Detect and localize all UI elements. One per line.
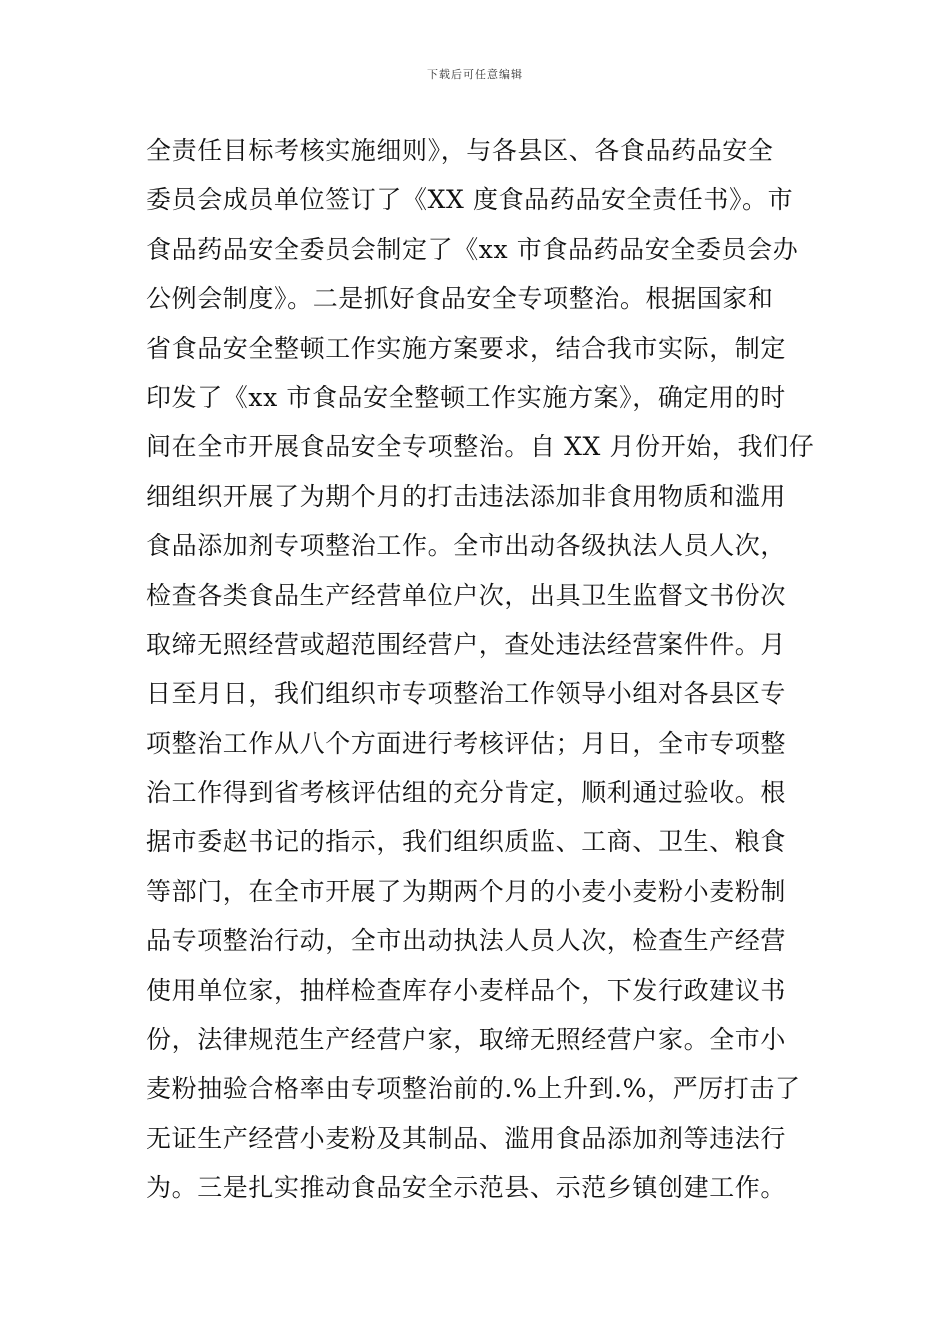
text-line: 食品药品安全委员会制定了《xx 市食品药品安全委员会办	[146, 234, 799, 264]
text-line: 全责任目标考核实施细则》，与各县区、各食品药品安全	[146, 136, 774, 165]
text-line: 食品添加剂专项整治工作。全市出动各级执法人员人次，	[146, 531, 787, 561]
text-line: 省食品安全整顿工作实施方案要求，结合我市实际，制定	[146, 333, 787, 363]
text-line: 份，法律规范生产经营户家，取缔无照经营户家。全市小	[146, 1025, 787, 1055]
text-line: 检查各类食品生产经营单位户次，出具卫生监督文书份次	[146, 580, 787, 610]
text-line: 印发了《xx 市食品安全整顿工作实施方案》，确定用的时	[146, 382, 786, 412]
text-line: 日至月日，我们组织市专项整治工作领导小组对各县区专	[146, 679, 787, 709]
text-line: 为。三是扎实推动食品安全示范县、示范乡镇创建工作。	[146, 1173, 787, 1203]
text-line: 委员会成员单位签订了《XX 度食品药品安全责任书》。市	[146, 185, 794, 215]
header-note: 下载后可任意编辑	[427, 68, 523, 81]
text-line: 项整治工作从八个方面进行考核评估；月日，全市专项整	[146, 728, 787, 758]
text-line: 治工作得到省考核评估组的充分肯定，顺利通过验收。根	[146, 778, 787, 808]
text-line: 等部门，在全市开展了为期两个月的小麦小麦粉小麦粉制	[146, 876, 787, 906]
text-line: 无证生产经营小麦粉及其制品、滥用食品添加剂等违法行	[146, 1123, 787, 1153]
text-line: 使用单位家，抽样检查库存小麦样品个，下发行政建议书	[146, 975, 787, 1005]
text-line: 品专项整治行动，全市出动执法人员人次，检查生产经营	[146, 926, 787, 956]
text-line: 公例会制度》。二是抓好食品安全专项整治。根据国家和	[146, 284, 774, 314]
text-line: 麦粉抽验合格率由专项整治前的.%上升到.%，严厉打击了	[146, 1074, 801, 1104]
text-line: 据市委赵书记的指示，我们组织质监、工商、卫生、粮食	[146, 827, 787, 857]
text-line: 细组织开展了为期个月的打击违法添加非食用物质和滥用	[146, 481, 787, 511]
text-line: 取缔无照经营或超范围经营户，查处违法经营案件件。月	[146, 629, 787, 659]
text-line: 间在全市开展食品安全专项整治。自 XX 月份开始，我们仔	[146, 432, 815, 462]
body-text	[146, 126, 826, 1213]
